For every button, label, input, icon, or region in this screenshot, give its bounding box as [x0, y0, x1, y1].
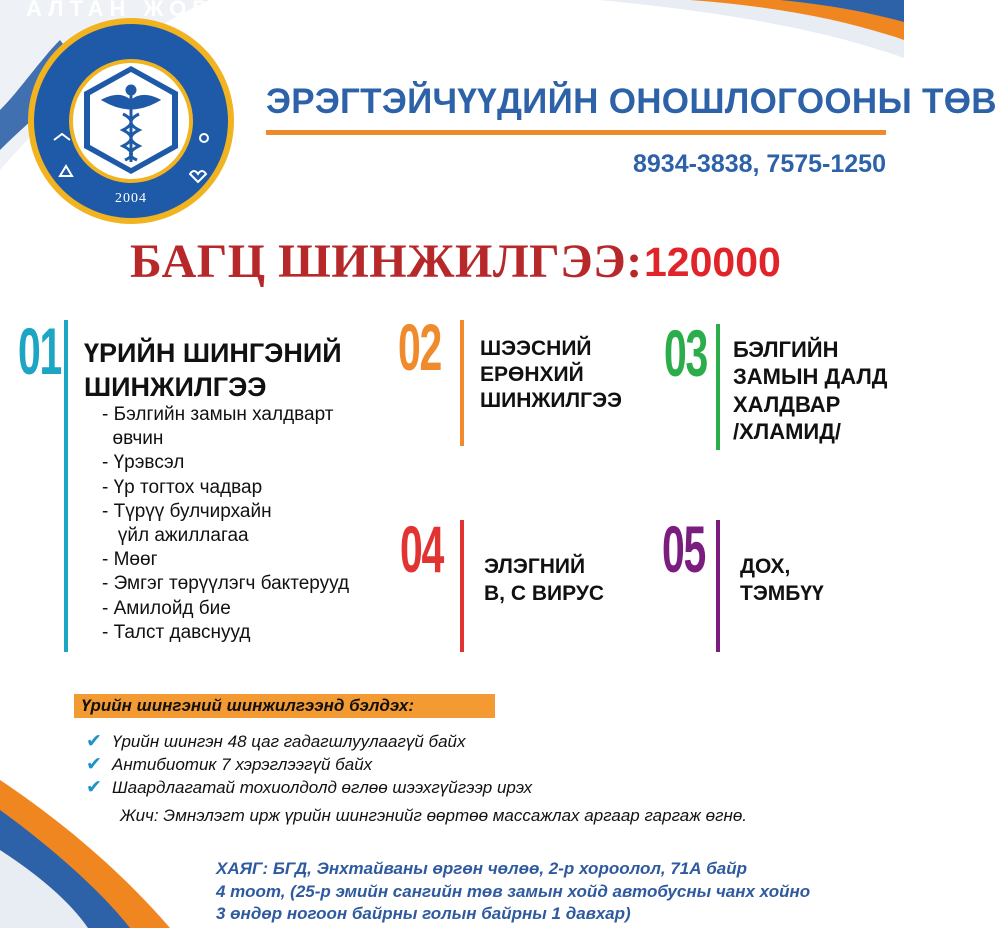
list-item: - Үр тогтох чадвар — [102, 476, 263, 498]
section-3-title: БЭЛГИЙН ЗАМЫН ДАЛД ХАЛДВАР /ХЛАМИД/ — [733, 337, 888, 444]
package-price: 120000 — [644, 239, 781, 285]
list-item: өвчин — [102, 428, 164, 450]
clinic-logo — [26, 0, 236, 226]
preparation-heading: Үрийн шингэний шинжилгээнд бэлдэх: — [81, 696, 414, 715]
checkmark-icon: ✔ — [86, 777, 102, 798]
checkmark-icon: ✔ — [86, 731, 102, 752]
checkmark-icon: ✔ — [86, 754, 102, 775]
address: ХАЯГ: БГД, Энхтайваны өргөн чөлөө, 2-р хороолол, 71А байр 4 тоот, (25-р эмийн сангийн төв замын хойд автобусны чанх хойно 3 өндөр ногоон байрны голын байрны 1 давхар) — [216, 859, 811, 923]
list-item: - Бэлгийн замын халдварт — [102, 404, 334, 425]
corner-decoration-bottom — [0, 780, 220, 928]
title-divider — [266, 130, 886, 135]
list-item: - Эмгэг төрүүлэгч бактерууд — [102, 573, 350, 595]
list-item: ✔ Шаардлагатай тохиолдолд өглөө шээхгүйгээр ирэх — [86, 777, 533, 798]
section-2-number: 02 — [398, 310, 442, 384]
list-item: - Мөөг — [102, 549, 158, 571]
list-item: ✔ Антибиотик 7 хэрэглээгүй байх — [86, 754, 373, 775]
section-4-number: 04 — [400, 512, 444, 586]
logo-year: 2004 — [115, 191, 147, 206]
section-1-items — [102, 403, 349, 645]
section-1-divider — [64, 320, 68, 652]
section-2-divider — [460, 320, 464, 446]
list-item: үйл ажиллагаа — [102, 525, 249, 547]
section-5-title: ДОХ, ТЭМБҮҮ — [740, 555, 824, 606]
phone-numbers: 8934-3838, 7575-1250 — [632, 150, 886, 178]
logo-arc-text: АЛТАН ЖОР — [26, 0, 213, 21]
list-item: - Түрүү булчирхайн — [102, 500, 272, 522]
section-4-divider — [460, 520, 464, 652]
section-5-divider — [716, 520, 720, 652]
list-item: ✔ Үрийн шингэн 48 цаг гадагшлуулаагүй байх — [86, 731, 466, 752]
preparation-note: Жич: Эмнэлэгт ирж үрийн шингэнийг өөртөө массажлах аргаар гаргаж өгнө. — [120, 806, 748, 825]
list-item: - Талст давснууд — [102, 621, 251, 643]
list-item: - Амилойд бие — [102, 597, 231, 619]
section-2-title: ШЭЭСНИЙ ЕРӨНХИЙ ШИНЖИЛГЭЭ — [480, 337, 622, 413]
section-5-number: 05 — [662, 512, 706, 586]
section-3-number: 03 — [664, 316, 708, 390]
clinic-name: ЭРЭГТЭЙЧҮҮДИЙН ОНОШЛОГООНЫ ТӨВ — [266, 82, 997, 121]
package-label: БАГЦ ШИНЖИЛГЭЭ: — [130, 235, 643, 288]
section-4-title: ЭЛЭГНИЙ В, С ВИРУС — [484, 555, 605, 606]
section-3-divider — [716, 324, 720, 450]
list-item: - Үрэвсэл — [102, 452, 185, 474]
section-1-number: 01 — [18, 314, 62, 388]
section-1-title: ҮРИЙН ШИНГЭНИЙ ШИНЖИЛГЭЭ — [84, 338, 342, 403]
